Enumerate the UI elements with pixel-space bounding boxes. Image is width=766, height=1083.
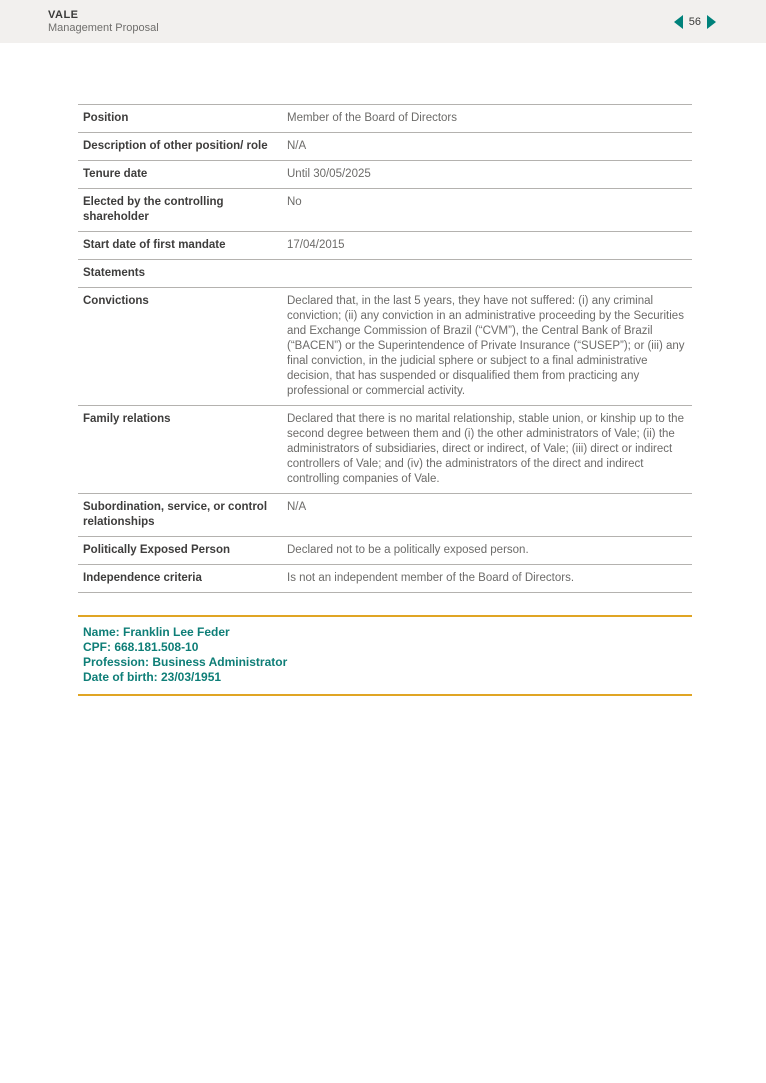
- row-label: Politically Exposed Person: [83, 544, 230, 556]
- table-row-independence-criteria: [78, 564, 692, 592]
- row-label: Convictions: [83, 295, 149, 307]
- row-value: 17/04/2015: [287, 239, 345, 251]
- table-row-position: [78, 104, 692, 132]
- table-row-statements: [78, 259, 692, 287]
- table-row-elected-by-controlling-shareholder: [78, 188, 692, 231]
- row-value: N/A: [287, 140, 307, 152]
- previous-page-icon[interactable]: [674, 15, 683, 29]
- next-page-icon[interactable]: [707, 15, 716, 29]
- table-row-tenure-date: [78, 160, 692, 188]
- row-value: N/A: [287, 501, 307, 513]
- table-row-politically-exposed: [78, 536, 692, 564]
- row-label: Family relations: [83, 413, 171, 425]
- row-label: Start date of first mandate: [83, 239, 226, 251]
- brand-block: [48, 9, 159, 35]
- row-value: Until 30/05/2025: [287, 168, 371, 180]
- row-value: Declared that, in the last 5 years, they have not suffered: (i) any criminal conviction; (ii) any conviction in an administrative proceeding by the Securities and Exchange Commission of Brazil (“CVM”), the Central Bank of Brazil (“BACEN”) or the Superintendence of Private Insurance (“SUSEP”); or (iii) any final conviction, in the judicial sphere or subject to a final administrative decision, that has suspended or disqualified them from practicing any professional or commercial activity.: [287, 295, 685, 397]
- row-value: No: [287, 196, 302, 208]
- row-label: Statements: [83, 267, 145, 279]
- brand-title: VALE: [48, 8, 79, 21]
- document-subtitle: Management Proposal: [48, 21, 159, 34]
- profile-cpf: CPF: 668.181.508-10: [83, 640, 199, 654]
- table-row-first-mandate: [78, 231, 692, 259]
- row-value: Is not an independent member of the Board of Directors.: [287, 572, 575, 584]
- page-header: [0, 0, 766, 43]
- page-navigation: [674, 15, 716, 29]
- row-label: Position: [83, 112, 129, 124]
- director-info-table: [78, 104, 692, 593]
- row-value: Declared that there is no marital relationship, stable union, or kinship up to the second degree between them and (i) the other administrators of Vale; (ii) the administrators of subsidiaries, direct or indirect, of Vale; (iii) direct or indirect controllers of Vale; and (iv) the administrators of the direct and indirect controlling companies of Vale.: [287, 413, 684, 485]
- row-value: Declared not to be a politically exposed person.: [287, 544, 529, 556]
- table-row-other-position: [78, 132, 692, 160]
- row-label: Tenure date: [83, 168, 148, 180]
- next-director-profile-block: [78, 615, 692, 696]
- row-value: [287, 265, 692, 281]
- profile-profession: Profession: Business Administrator: [83, 655, 288, 669]
- row-label: Independence criteria: [83, 572, 202, 584]
- profile-name: Name: Franklin Lee Feder: [83, 625, 230, 639]
- page-number: 56: [688, 15, 701, 28]
- table-row-family-relations: [78, 405, 692, 493]
- profile-date-of-birth: Date of birth: 23/03/1951: [83, 670, 222, 684]
- row-label: Subordination, service, or control relationships: [83, 501, 268, 528]
- row-value: Member of the Board of Directors: [287, 112, 458, 124]
- table-row-subordination: [78, 493, 692, 536]
- row-label: Elected by the controlling shareholder: [83, 196, 224, 223]
- page-content: [78, 104, 692, 696]
- table-row-convictions: [78, 287, 692, 405]
- row-label: Description of other position/ role: [83, 140, 268, 152]
